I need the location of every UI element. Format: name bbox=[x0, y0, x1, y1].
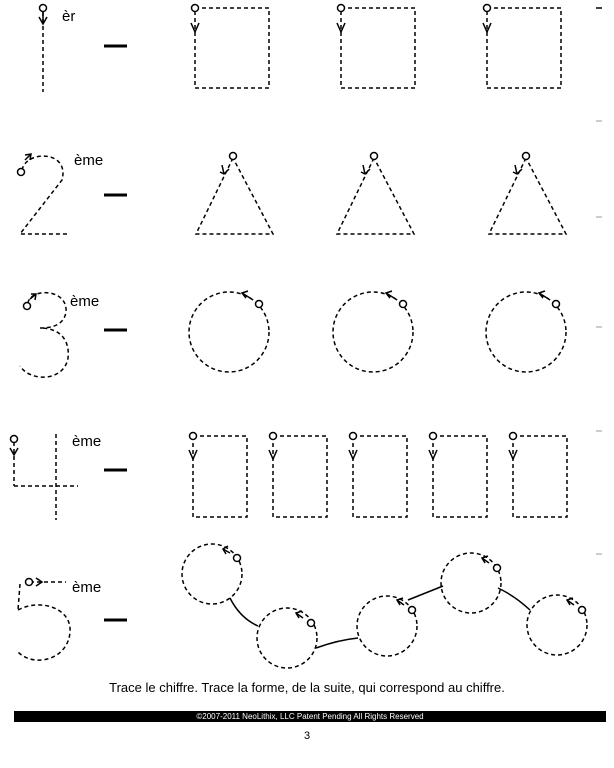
square-shape[interactable] bbox=[191, 5, 269, 89]
triangle-shape[interactable] bbox=[337, 153, 414, 235]
rectangle-shape[interactable] bbox=[189, 433, 247, 518]
digit-3-trace[interactable] bbox=[20, 293, 68, 377]
circle-shape[interactable] bbox=[486, 291, 566, 372]
digit-2-trace[interactable] bbox=[18, 154, 71, 234]
page-number: 3 bbox=[303, 730, 311, 742]
rectangle-shape[interactable] bbox=[509, 433, 567, 518]
square-shape[interactable] bbox=[337, 5, 415, 89]
ordinal-suffix-2: ème bbox=[74, 152, 104, 169]
circle-shape[interactable] bbox=[189, 291, 269, 372]
digit-5-trace[interactable] bbox=[18, 578, 70, 660]
square-shape[interactable] bbox=[483, 5, 561, 89]
rectangle-shape[interactable] bbox=[429, 433, 487, 518]
circle-shape[interactable] bbox=[333, 291, 413, 372]
linked-circles-shape[interactable] bbox=[182, 544, 587, 668]
ordinal-suffix-5: ème bbox=[72, 579, 102, 596]
digit-1-trace[interactable] bbox=[39, 5, 47, 93]
triangle-shape[interactable] bbox=[489, 153, 566, 235]
instruction-text: Trace le chiffre. Trace la forme, de la suite, qui correspond au chiffre. bbox=[109, 680, 505, 695]
copyright-footer: ©2007-2011 NeoLithix, LLC Patent Pending All Rights Reserved bbox=[14, 711, 606, 722]
ordinal-suffix-1: èr bbox=[62, 8, 76, 25]
rectangle-shape[interactable] bbox=[269, 433, 327, 518]
rectangle-shape[interactable] bbox=[349, 433, 407, 518]
triangle-shape[interactable] bbox=[196, 153, 273, 235]
ordinal-suffix-4: ème bbox=[72, 433, 102, 450]
ordinal-suffix-3: ème bbox=[70, 293, 100, 310]
margin-ticks bbox=[596, 8, 602, 554]
digit-4-trace[interactable] bbox=[10, 434, 78, 520]
